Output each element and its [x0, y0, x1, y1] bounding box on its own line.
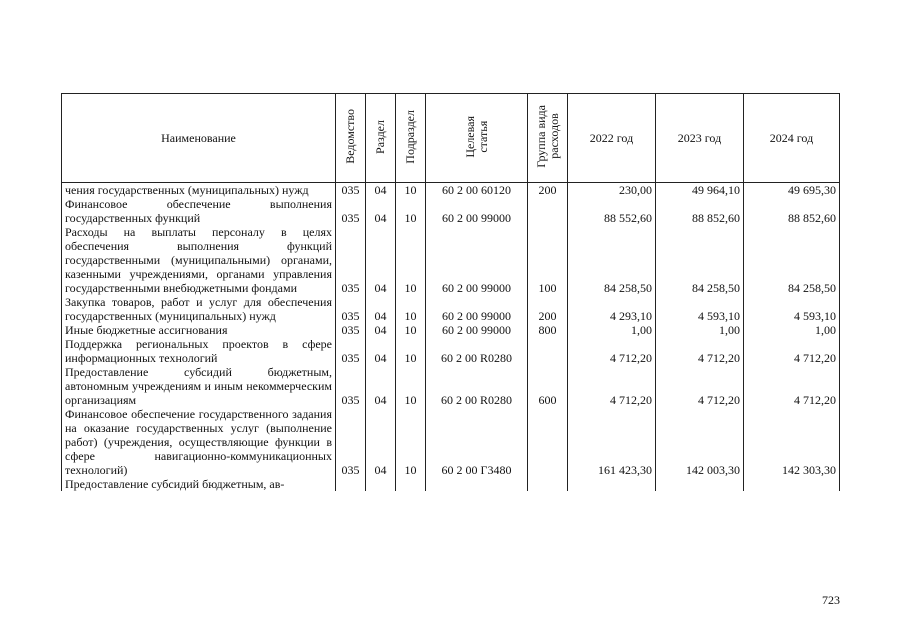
cell-expense: 800 — [528, 323, 568, 337]
cell-subsection: 10 — [396, 337, 426, 365]
header-expense: Группа вида расходов — [528, 94, 568, 183]
cell-2022: 84 258,50 — [568, 225, 656, 295]
cell-subsection: 10 — [396, 407, 426, 477]
cell-2024: 88 852,60 — [744, 197, 840, 225]
table-body — [62, 183, 840, 492]
cell-2023: 142 003,30 — [656, 407, 744, 477]
cell-target: 60 2 00 R0280 — [426, 365, 528, 407]
cell-section: 04 — [366, 225, 396, 295]
cell-2023 — [656, 477, 744, 491]
cell-2022 — [568, 477, 656, 491]
cell-section: 04 — [366, 323, 396, 337]
header-name: Наименование — [62, 94, 336, 183]
cell-target: 60 2 00 R0280 — [426, 337, 528, 365]
page-number: 723 — [822, 593, 840, 607]
budget-table — [61, 93, 840, 491]
cell-2023: 4 712,20 — [656, 337, 744, 365]
cell-name: Расходы на выплаты персоналу в целях обеспечения выполнения функций государственными (муниципальными) органами, казенными учреждениями, органами управления государственными внебюджетными фондами — [62, 225, 336, 295]
cell-section: 04 — [366, 295, 396, 323]
cell-2024 — [744, 477, 840, 491]
header-dept: Ведомство — [336, 94, 366, 183]
table-row — [62, 407, 840, 477]
cell-2023: 4 593,10 — [656, 295, 744, 323]
cell-2022: 88 552,60 — [568, 197, 656, 225]
cell-target: 60 2 00 99000 — [426, 295, 528, 323]
cell-name: Предоставление субсидий бюджетным, автономным учреждениям и иным некоммерческим организациям — [62, 365, 336, 407]
cell-subsection: 10 — [396, 197, 426, 225]
cell-dept: 035 — [336, 183, 366, 198]
cell-section: 04 — [366, 407, 396, 477]
cell-dept: 035 — [336, 197, 366, 225]
cell-name: Финансовое обеспечение государственного задания на оказание государственных услуг (выполнение работ) (учреждения, осуществляющие функции в сфере навигационно-коммуникационных технологий) — [62, 407, 336, 477]
cell-target — [426, 477, 528, 491]
table-row — [62, 323, 840, 337]
cell-dept: 035 — [336, 407, 366, 477]
cell-2023: 49 964,10 — [656, 183, 744, 198]
cell-section — [366, 477, 396, 491]
cell-dept — [336, 477, 366, 491]
table-row — [62, 477, 840, 491]
cell-expense: 200 — [528, 295, 568, 323]
cell-section: 04 — [366, 197, 396, 225]
cell-expense: 100 — [528, 225, 568, 295]
cell-target: 60 2 00 60120 — [426, 183, 528, 198]
cell-name: чения государственных (муниципальных) нужд — [62, 183, 336, 198]
cell-2024: 4 712,20 — [744, 365, 840, 407]
cell-2022: 4 712,20 — [568, 337, 656, 365]
cell-target: 60 2 00 99000 — [426, 225, 528, 295]
cell-name: Закупка товаров, работ и услуг для обеспечения государственных (муниципальных) нужд — [62, 295, 336, 323]
cell-dept: 035 — [336, 225, 366, 295]
cell-2024: 84 258,50 — [744, 225, 840, 295]
cell-name: Предоставление субсидий бюджетным, ав- — [62, 477, 336, 491]
header-2023: 2023 год — [656, 94, 744, 183]
cell-2023: 88 852,60 — [656, 197, 744, 225]
cell-2022: 4 293,10 — [568, 295, 656, 323]
cell-expense: 600 — [528, 365, 568, 407]
header-2022: 2022 год — [568, 94, 656, 183]
cell-target: 60 2 00 Г3480 — [426, 407, 528, 477]
cell-name: Иные бюджетные ассигнования — [62, 323, 336, 337]
cell-2022: 161 423,30 — [568, 407, 656, 477]
table-row — [62, 183, 840, 198]
header-subsection: Подраздел — [396, 94, 426, 183]
cell-2024: 49 695,30 — [744, 183, 840, 198]
header-2024: 2024 год — [744, 94, 840, 183]
cell-target: 60 2 00 99000 — [426, 323, 528, 337]
header-section: Раздел — [366, 94, 396, 183]
cell-2022: 4 712,20 — [568, 365, 656, 407]
cell-subsection — [396, 477, 426, 491]
cell-expense — [528, 477, 568, 491]
header-target: Целевая статья — [426, 94, 528, 183]
cell-subsection: 10 — [396, 183, 426, 198]
cell-expense — [528, 407, 568, 477]
cell-subsection: 10 — [396, 295, 426, 323]
cell-2024: 4 712,20 — [744, 337, 840, 365]
cell-name: Поддержка региональных проектов в сфере информационных технологий — [62, 337, 336, 365]
cell-2023: 84 258,50 — [656, 225, 744, 295]
cell-expense: 200 — [528, 183, 568, 198]
cell-section: 04 — [366, 183, 396, 198]
header-row — [62, 94, 840, 183]
cell-2022: 230,00 — [568, 183, 656, 198]
cell-dept: 035 — [336, 295, 366, 323]
cell-target: 60 2 00 99000 — [426, 197, 528, 225]
table-row — [62, 197, 840, 225]
cell-2023: 1,00 — [656, 323, 744, 337]
table-row — [62, 295, 840, 323]
cell-2024: 1,00 — [744, 323, 840, 337]
table-row — [62, 337, 840, 365]
cell-2023: 4 712,20 — [656, 365, 744, 407]
cell-expense — [528, 197, 568, 225]
cell-section: 04 — [366, 365, 396, 407]
cell-subsection: 10 — [396, 365, 426, 407]
cell-section: 04 — [366, 337, 396, 365]
cell-dept: 035 — [336, 337, 366, 365]
cell-dept: 035 — [336, 365, 366, 407]
cell-2024: 142 303,30 — [744, 407, 840, 477]
table-row — [62, 365, 840, 407]
cell-dept: 035 — [336, 323, 366, 337]
cell-name: Финансовое обеспечение выполнения государственных функций — [62, 197, 336, 225]
cell-2024: 4 593,10 — [744, 295, 840, 323]
cell-expense — [528, 337, 568, 365]
cell-2022: 1,00 — [568, 323, 656, 337]
cell-subsection: 10 — [396, 323, 426, 337]
cell-subsection: 10 — [396, 225, 426, 295]
table-row — [62, 225, 840, 295]
